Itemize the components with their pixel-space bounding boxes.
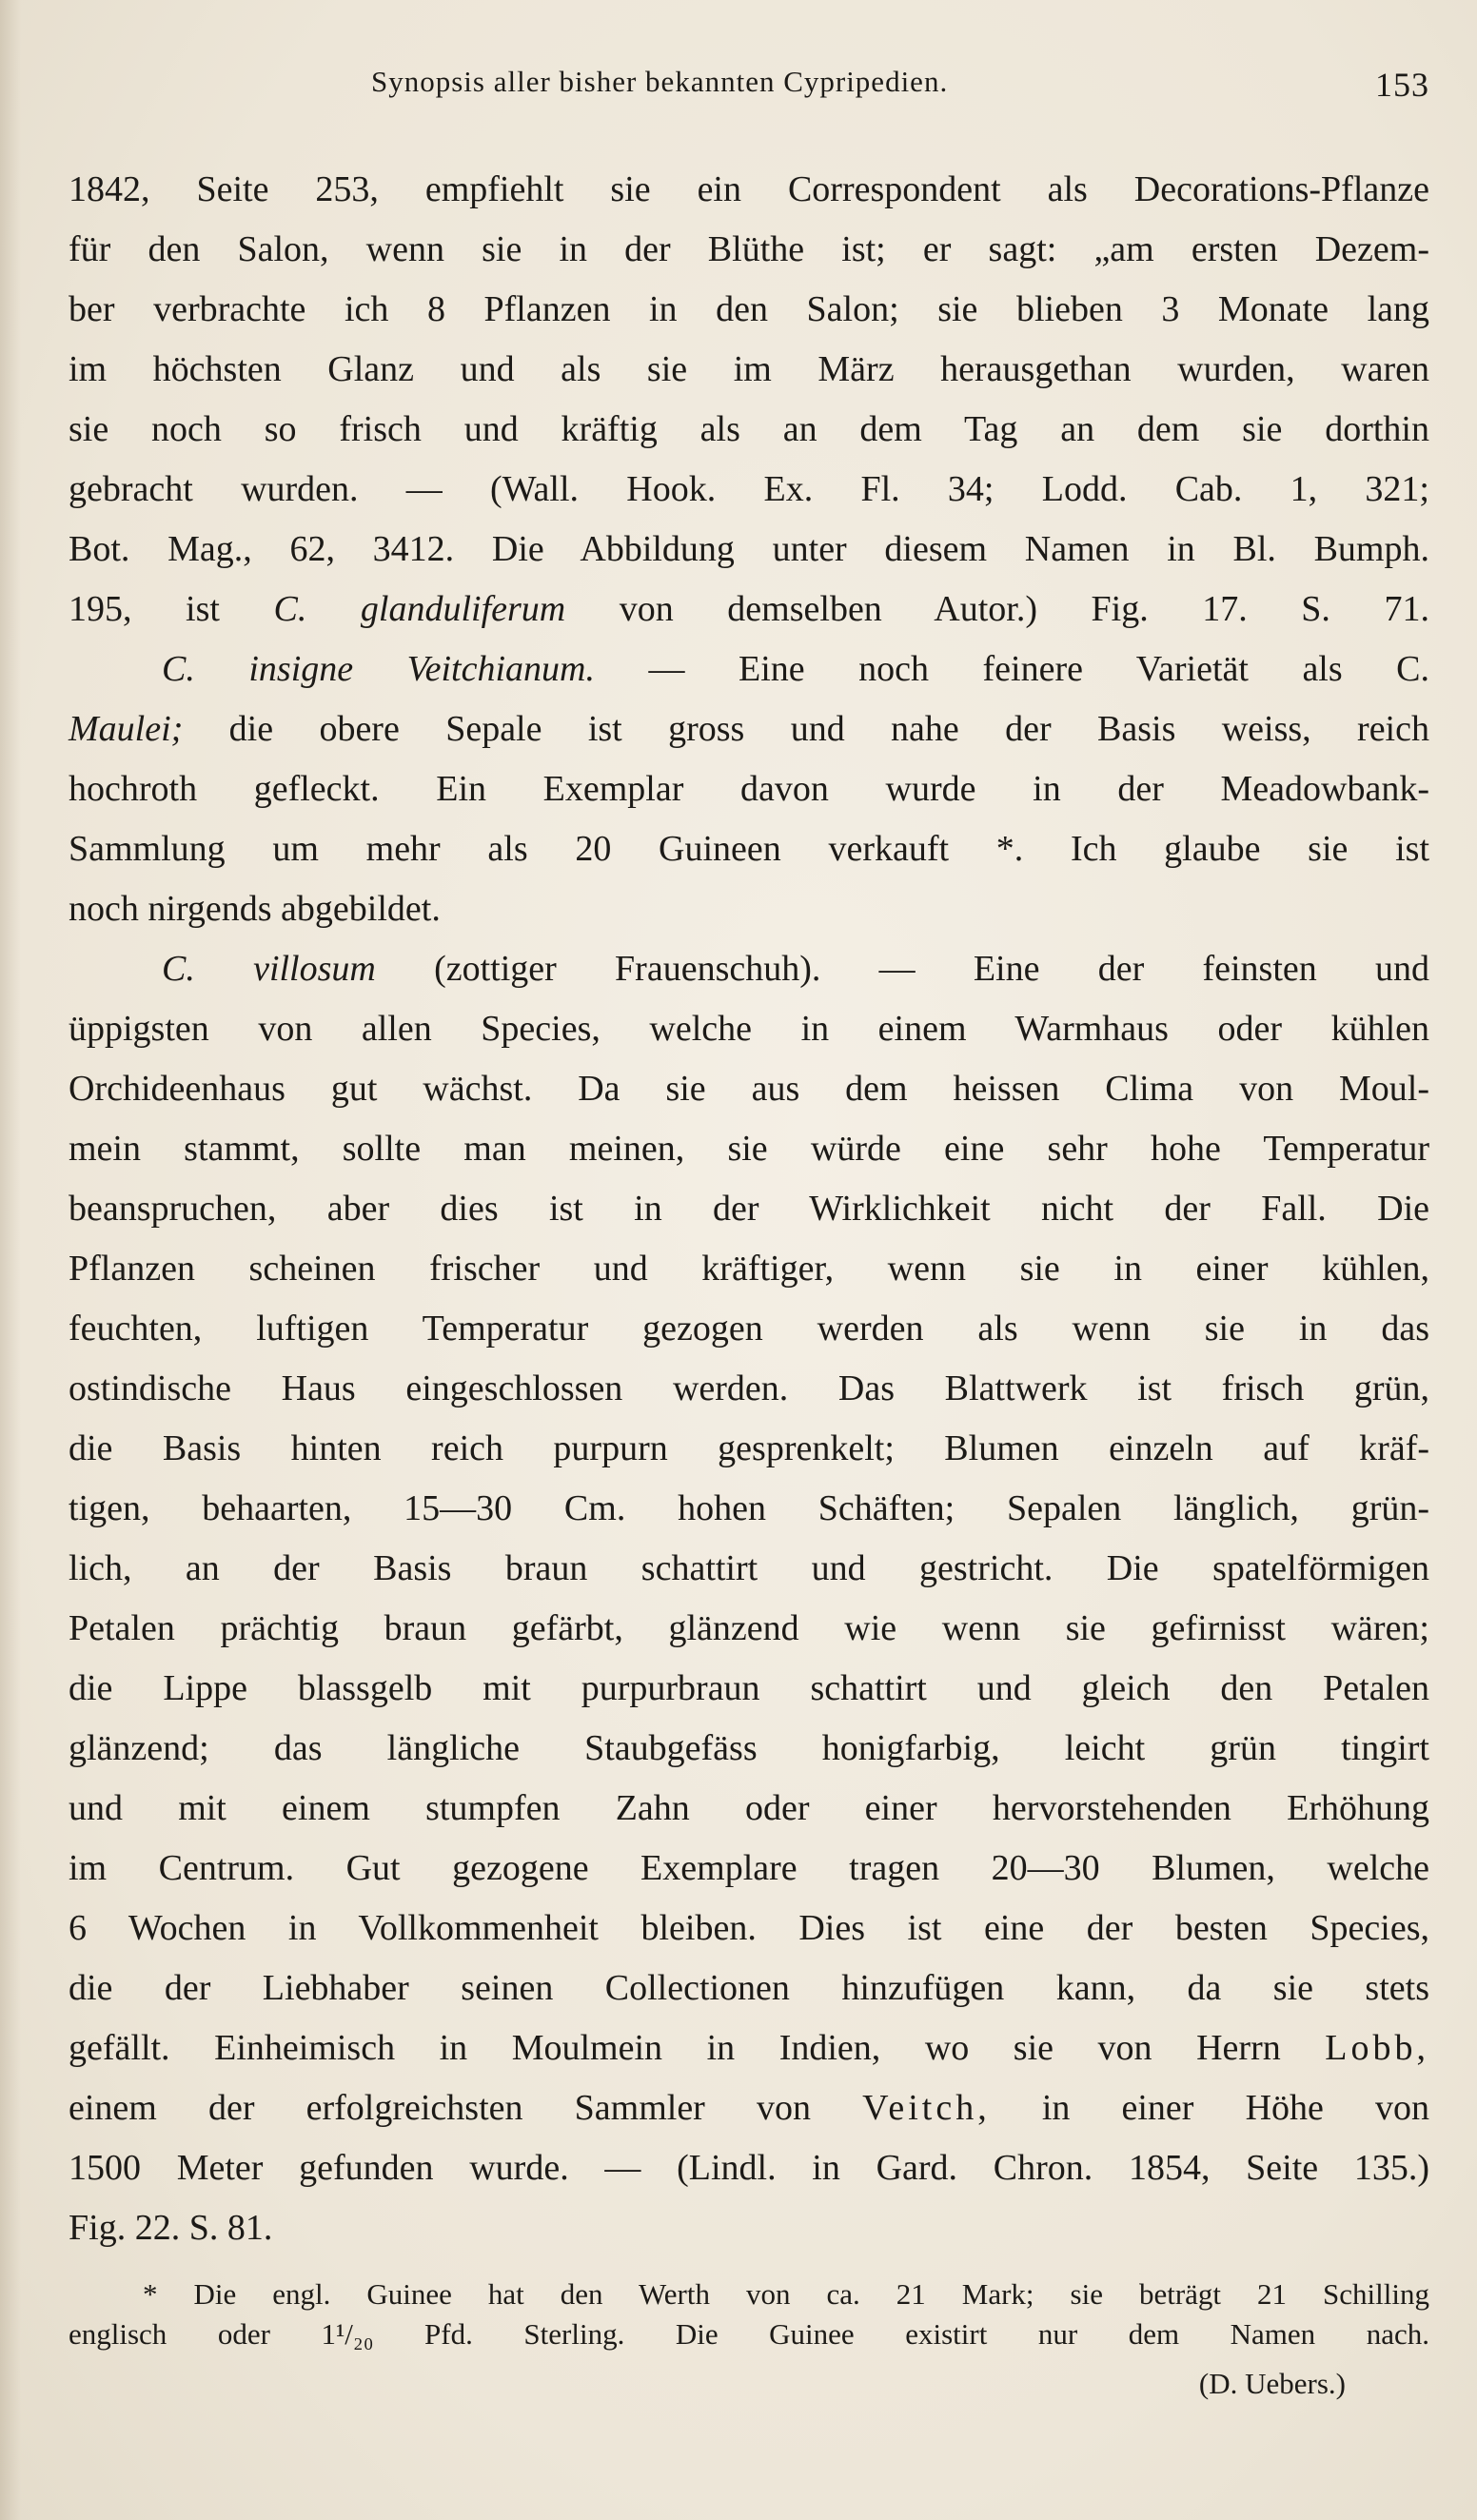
species-name: C. villosum bbox=[162, 949, 376, 989]
text-line: sie noch so frisch und kräftig als an dem Tag an dem sie dorthin bbox=[69, 409, 1429, 449]
text-line: 1500 Meter gefunden wurde. — (Lindl. in Gard. Chron. 1854, Seite 135.) bbox=[69, 2148, 1429, 2188]
text-line: gebracht wurden. — (Wall. Hook. Ex. Fl. 34; Lodd. Cab. 1, 321; bbox=[69, 469, 1429, 509]
text-segment: (zottiger Frauenschuh). — Eine der feinsten und bbox=[375, 949, 1429, 989]
text-line bbox=[69, 640, 1429, 699]
text-line: 1842, Seite 253, empfiehlt sie ein Correspondent als Decorations-Pflanze bbox=[69, 169, 1429, 209]
text-line: ber verbrachte ich 8 Pflanzen in den Salon; sie blieben 3 Monate lang bbox=[69, 289, 1429, 329]
text-line: die Basis hinten reich purpurn gesprenkelt; Blumen einzeln auf kräf- bbox=[69, 1428, 1429, 1468]
text-line: ostindische Haus eingeschlossen werden. Das Blattwerk ist frisch grün, bbox=[69, 1368, 1429, 1408]
footnote bbox=[69, 2274, 1429, 2404]
body-text bbox=[69, 160, 1429, 2258]
page-header bbox=[69, 65, 1429, 112]
text-segment: die obere Sepale ist gross und nahe der Basis weiss, reich bbox=[183, 709, 1429, 749]
species-name: C. glanduliferum bbox=[273, 589, 566, 629]
text-line: Fig. 22. S. 81. bbox=[69, 2208, 273, 2248]
text-line: lich, an der Basis braun schattirt und gestricht. Die spatelförmigen bbox=[69, 1548, 1429, 1588]
footnote-line: englisch oder 1¹/₂₀ Pfd. Sterling. Die Guinee existirt nur dem Namen nach. bbox=[69, 2317, 1429, 2351]
text-line: feuchten, luftigen Temperatur gezogen werden als wenn sie in das bbox=[69, 1309, 1429, 1349]
text-line bbox=[69, 2018, 1429, 2078]
text-segment: in einer Höhe von bbox=[990, 2088, 1430, 2128]
text-segment: — Eine noch feinere Varietät als C. bbox=[594, 649, 1430, 689]
text-line: üppigsten von allen Species, welche in einem Warmhaus oder kühlen bbox=[69, 1009, 1429, 1049]
footnote-signature: (D. Uebers.) bbox=[1198, 2367, 1346, 2400]
text-line: Orchideenhaus gut wächst. Da sie aus dem heissen Clima von Moul- bbox=[69, 1069, 1429, 1109]
text-line: die Lippe blassgelb mit purpurbraun schattirt und gleich den Petalen bbox=[69, 1668, 1429, 1708]
text-line: im höchsten Glanz und als sie im März herausgethan wurden, waren bbox=[69, 349, 1429, 389]
text-segment: 195, ist bbox=[69, 589, 274, 629]
text-line: die der Liebhaber seinen Collectionen hinzufügen kann, da sie stets bbox=[69, 1968, 1429, 2008]
text-line: mein stammt, sollte man meinen, sie würde eine sehr hohe Temperatur bbox=[69, 1129, 1429, 1169]
text-line: 6 Wochen in Vollkommenheit bleiben. Dies ist eine der besten Species, bbox=[69, 1908, 1429, 1948]
text-line: glänzend; das längliche Staubgefäss honigfarbig, leicht grün tingirt bbox=[69, 1728, 1429, 1768]
text-line bbox=[69, 939, 1429, 999]
text-line: im Centrum. Gut gezogene Exemplare tragen 20—30 Blumen, welche bbox=[69, 1848, 1429, 1888]
page-gutter-shadow bbox=[0, 0, 21, 2520]
footnote-line: * Die engl. Guinee hat den Werth von ca. 21 Mark; sie beträgt 21 Schilling bbox=[143, 2277, 1429, 2311]
text-line: beanspruchen, aber dies ist in der Wirklichkeit nicht der Fall. Die bbox=[69, 1189, 1429, 1229]
text-line bbox=[69, 699, 1429, 759]
collector-name: Lobb, bbox=[1325, 2028, 1429, 2068]
text-line: tigen, behaarten, 15—30 Cm. hohen Schäften; Sepalen länglich, grün- bbox=[69, 1488, 1429, 1528]
text-line: für den Salon, wenn sie in der Blüthe ist; er sagt: „am ersten Dezem- bbox=[69, 229, 1429, 269]
text-line: und mit einem stumpfen Zahn oder einer hervorstehenden Erhöhung bbox=[69, 1788, 1429, 1828]
text-segment: einem der erfolgreichsten Sammler von bbox=[69, 2088, 811, 2128]
text-line: noch nirgends abgebildet. bbox=[69, 889, 441, 929]
species-name: C. insigne Veitchianum. bbox=[162, 649, 595, 689]
text-line: Pflanzen scheinen frischer und kräftiger, wenn sie in einer kühlen, bbox=[69, 1249, 1429, 1289]
text-segment: von demselben Autor.) Fig. 17. S. 71. bbox=[565, 589, 1429, 629]
text-line: Petalen prächtig braun gefärbt, glänzend wie wenn sie gefirnisst wären; bbox=[69, 1608, 1429, 1648]
text-line: hochroth gefleckt. Ein Exemplar davon wurde in der Meadowbank- bbox=[69, 769, 1429, 809]
text-line: Bot. Mag., 62, 3412. Die Abbildung unter diesem Namen in Bl. Bumph. bbox=[69, 529, 1429, 569]
species-name: Maulei; bbox=[69, 709, 184, 749]
text-line: Sammlung um mehr als 20 Guineen verkauft *. Ich glaube sie ist bbox=[69, 829, 1429, 869]
running-title: Synopsis aller bisher bekannten Cypripedien. bbox=[371, 65, 949, 98]
text-line bbox=[69, 2078, 1429, 2138]
text-line bbox=[69, 580, 1429, 640]
collector-name: Veitch, bbox=[862, 2088, 991, 2128]
page-number: 153 bbox=[1375, 66, 1429, 104]
text-segment: gefällt. Einheimisch in Moulmein in Indien, wo sie von Herrn bbox=[69, 2028, 1281, 2068]
